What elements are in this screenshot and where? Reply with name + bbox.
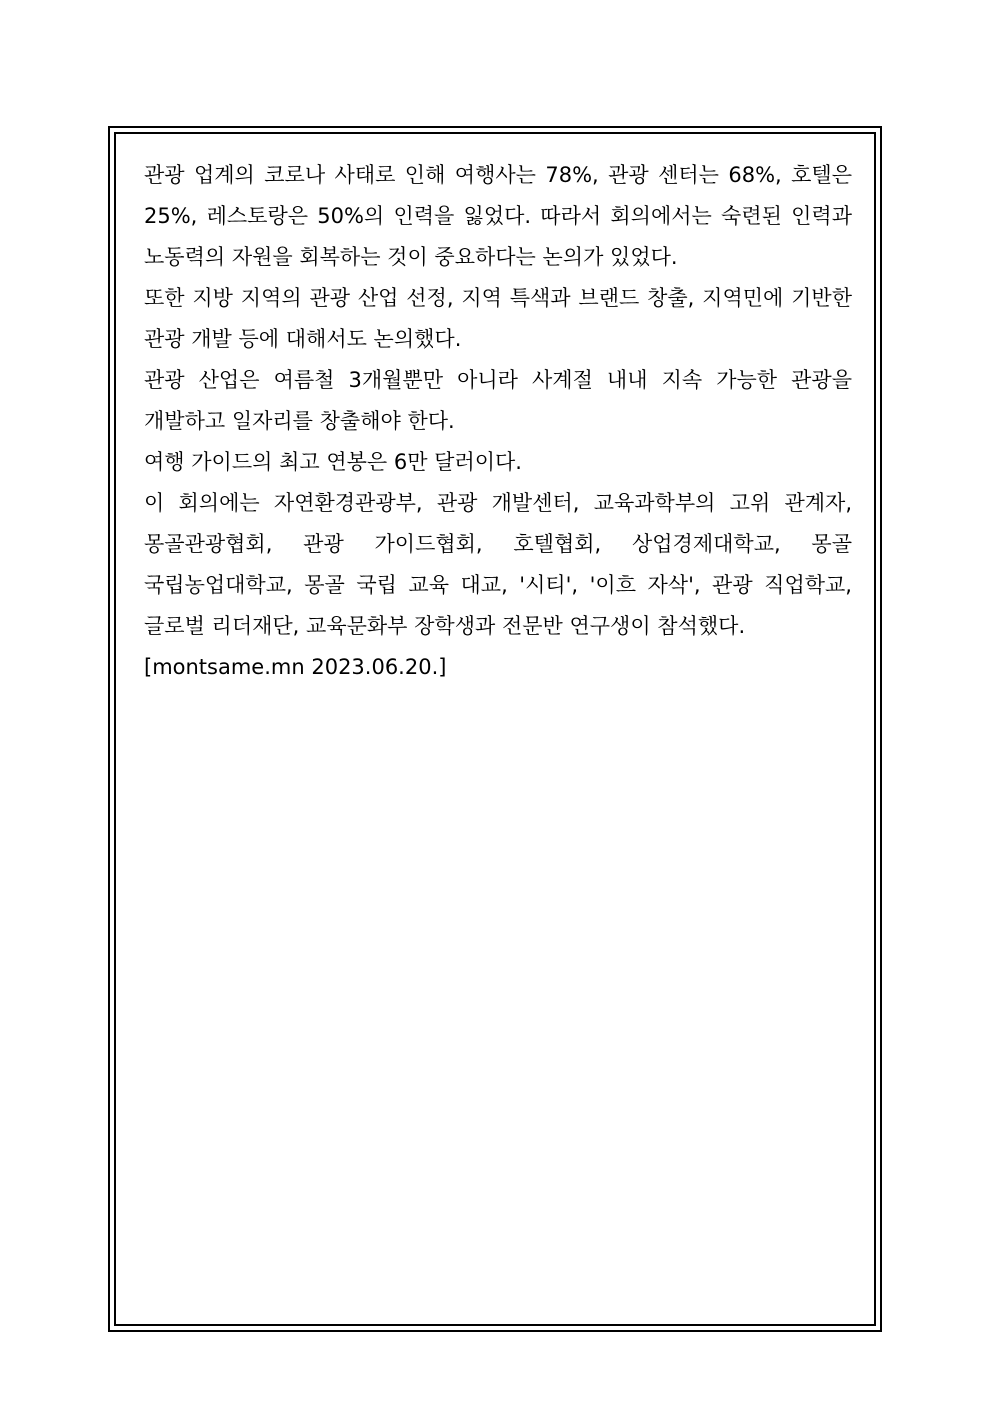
article-body: [144, 155, 852, 688]
paragraph-tourism-workforce-loss: 관광 업계의 코로나 사태로 인해 여행사는 78%, 관광 센터는 68%, 호텔은 25%, 레스토랑은 50%의 인력을 잃었다. 따라서 회의에서는 숙련된 인력과 노동력의 자원을 회복하는 것이 중요하다는 논의가 있었다.: [144, 163, 852, 269]
paragraph-sustainable-tourism: 관광 산업은 여름철 3개월뿐만 아니라 사계절 내내 지속 가능한 관광을 개발하고 일자리를 창출해야 한다.: [144, 368, 852, 433]
paragraph-attendees: 이 회의에는 자연환경관광부, 관광 개발센터, 교육과학부의 고위 관계자, 몽골관광협회, 관광 가이드협회, 호텔협회, 상업경제대학교, 몽골 국립농업대학교, 몽골 국립 교육 대교, '시티', '이흐 자삭', 관광 직업학교, 글로벌 리더재단, 교육문화부 장학생과 전문반 연구생이 참석했다.: [144, 491, 852, 638]
paragraph-guide-salary: 여행 가이드의 최고 연봉은 6만 달러이다.: [144, 450, 522, 474]
source-citation: [montsame.mn 2023.06.20.]: [144, 655, 447, 679]
paragraph-regional-tourism: 또한 지방 지역의 관광 산업 선정, 지역 특색과 브랜드 창출, 지역민에 기반한 관광 개발 등에 대해서도 논의했다.: [144, 286, 852, 351]
